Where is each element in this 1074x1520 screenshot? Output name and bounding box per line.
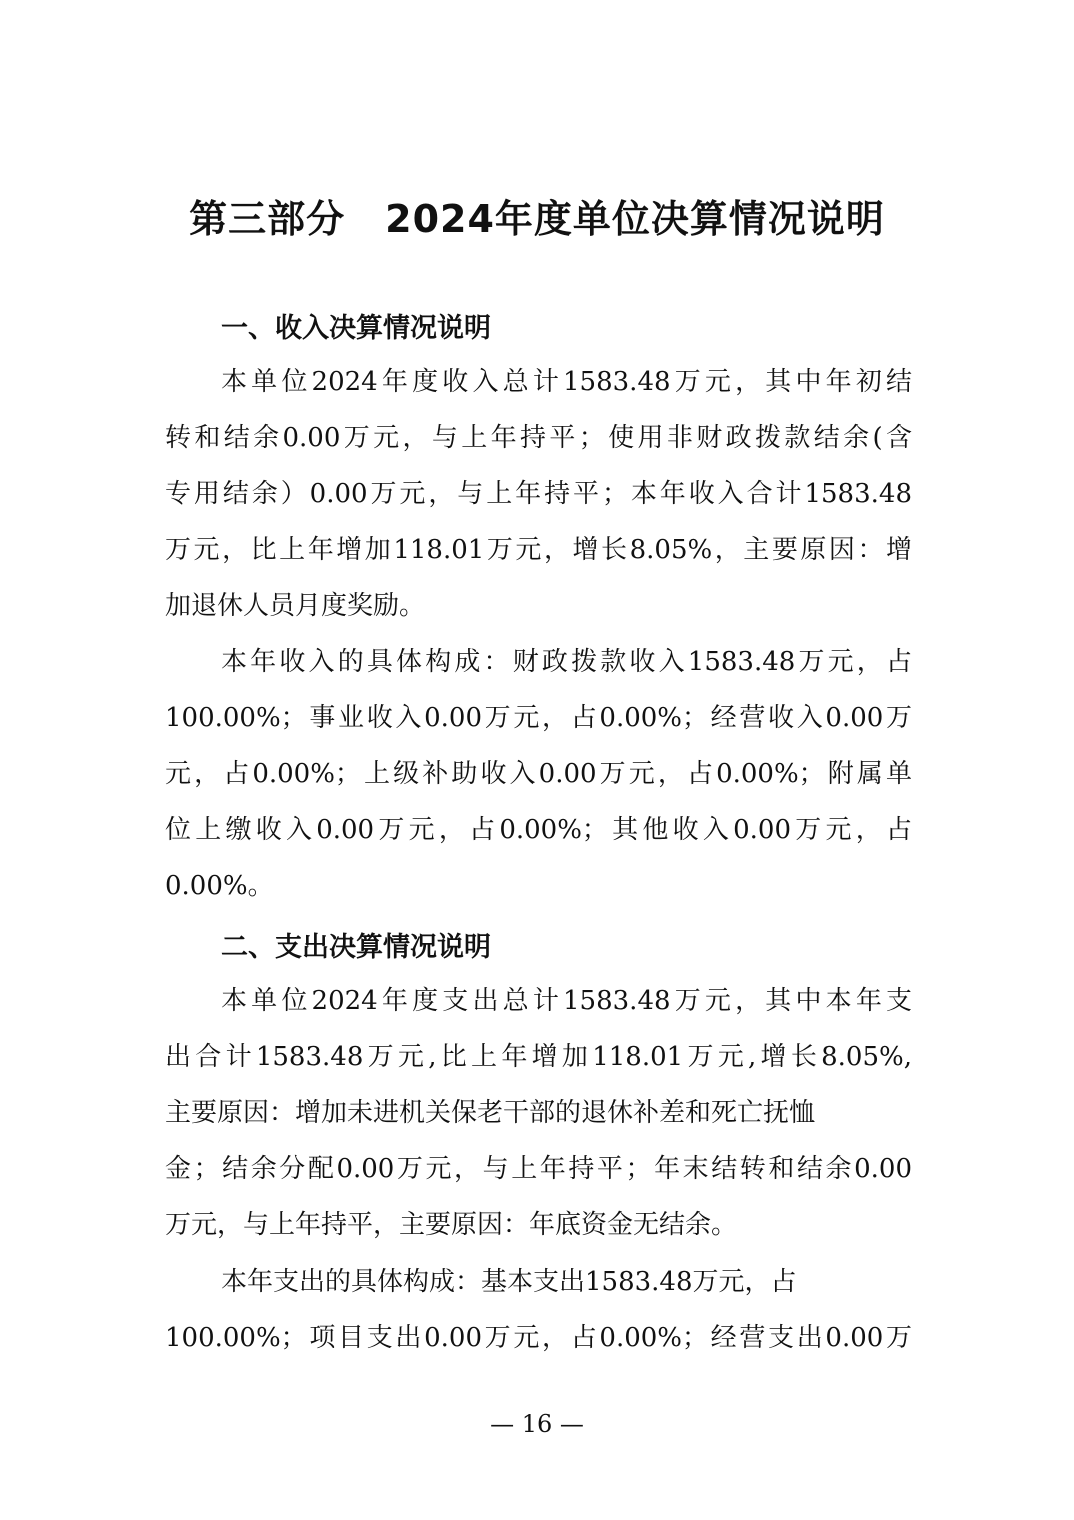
text-line: 0.00%。 — [165, 871, 274, 901]
text-line: 主要原因：增加未进机关保老干部的退休补差和死亡抚恤 — [165, 1098, 816, 1128]
text-line: 专用结余）0.00万元，与上年持平；本年收入合计1583.48 — [165, 479, 912, 509]
title-text: 2024年度单位决算情况说明 — [385, 197, 885, 241]
text-line: 加退休人员月度奖励。 — [165, 591, 426, 621]
text-line: 位上缴收入0.00万元，占0.00%；其他收入0.00万元，占 — [165, 815, 912, 845]
text-line: 本年支出的具体构成：基本支出1583.48万元，占 — [221, 1267, 797, 1297]
text-line: 100.00%；事业收入0.00万元，占0.00%；经营收入0.00万 — [165, 703, 912, 733]
page-title — [0, 188, 1074, 243]
title-part: 第三部分 — [189, 197, 346, 241]
text-line: 转和结余0.00万元，与上年持平；使用非财政拨款结余(含 — [165, 423, 912, 453]
text-line: 本年收入的具体构成：财政拨款收入1583.48万元，占 — [221, 647, 912, 677]
text-line: 本单位2024年度收入总计1583.48万元，其中年初结 — [221, 367, 912, 397]
text-line: 万元，与上年持平，主要原因：年底资金无结余。 — [165, 1210, 738, 1240]
section-heading-income: 一、收入决算情况说明 — [221, 313, 491, 344]
text-line: 100.00%；项目支出0.00万元，占0.00%；经营支出0.00万 — [165, 1323, 912, 1353]
text-line: 出合计1583.48万元,比上年增加118.01万元,增长8.05%, — [165, 1042, 912, 1072]
section-heading-expenditure: 二、支出决算情况说明 — [221, 932, 491, 963]
text-line: 万元，比上年增加118.01万元，增长8.05%，主要原因：增 — [165, 535, 912, 565]
text-line: 本单位2024年度支出总计1583.48万元，其中本年支 — [221, 986, 912, 1016]
page-number: — 16 — — [490, 1410, 584, 1438]
text-line: 元，占0.00%；上级补助收入0.00万元，占0.00%；附属单 — [165, 759, 912, 789]
text-line: 金；结余分配0.00万元，与上年持平；年末结转和结余0.00 — [165, 1154, 912, 1184]
